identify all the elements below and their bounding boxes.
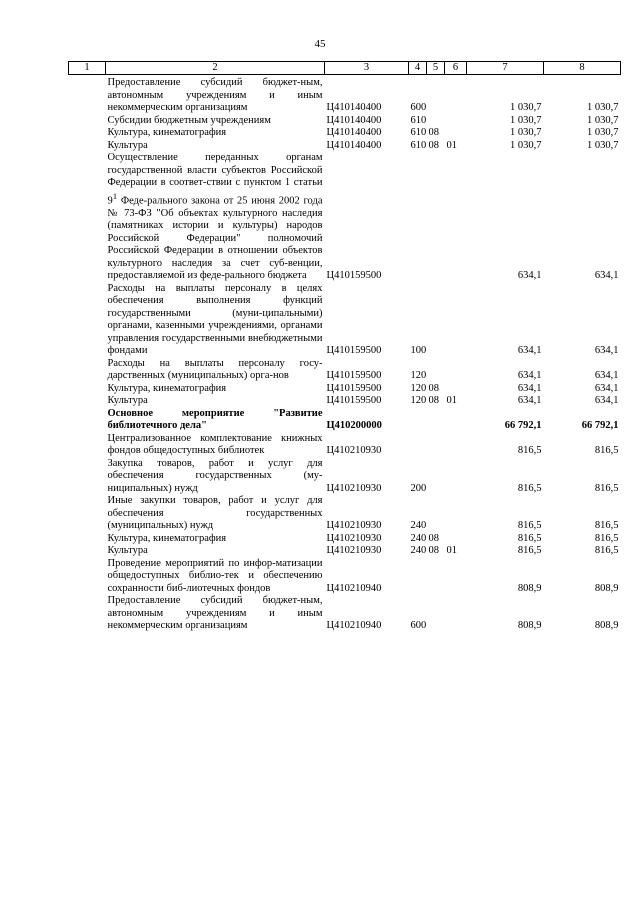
table-row — [69, 545, 621, 558]
row-name-cell: Централизованное комплектование книжных фондов общедоступных библиотек — [107, 432, 323, 456]
table-row — [69, 152, 621, 283]
row-value-8-cell: 1 030,7 — [587, 114, 619, 126]
table-row — [69, 395, 621, 408]
row-pr-cell — [445, 433, 467, 458]
row-code-cell: Ц410210930 — [326, 482, 382, 494]
row-value-8-cell: 816,5 — [594, 482, 619, 494]
row-value-7-cell: 816,5 — [517, 482, 542, 494]
row-code-cell: Ц410159500 — [326, 345, 382, 356]
row-value-8-cell: 1 030,7 — [587, 127, 619, 138]
row-name-cell: Предоставление субсидий бюджет-ным, автономным учреждениям и иным некоммерческим организациям — [107, 77, 323, 113]
table-row — [69, 558, 621, 596]
column-header: 2 — [106, 62, 325, 75]
table-row — [69, 140, 621, 153]
row-value-8-cell: 634,1 — [594, 382, 619, 394]
row-code-cell: Ц410140400 — [326, 114, 382, 126]
row-code-cell: Ц410140400 — [326, 127, 382, 138]
row-spacer-cell — [69, 408, 106, 433]
row-value-7-cell: 634,1 — [517, 382, 542, 394]
row-vr-cell — [409, 558, 427, 596]
row-rz-cell — [427, 558, 445, 596]
row-name-cell: Иные закупки товаров, работ и услуг для обеспечения государственных (муниципальных) нужд — [107, 495, 323, 531]
row-pr-cell — [445, 383, 467, 396]
row-vr-cell: 120 — [410, 382, 427, 394]
row-value-8-cell: 66 792,1 — [581, 420, 619, 431]
row-pr-cell — [445, 495, 467, 533]
row-value-7-cell: 1 030,7 — [510, 139, 542, 151]
row-name-cell: Культура, кинематография — [107, 382, 227, 394]
page-number: 45 — [314, 38, 326, 50]
table-row — [69, 595, 621, 633]
row-pr-cell — [445, 533, 467, 546]
row-pr-cell — [445, 75, 467, 115]
row-value-8-cell: 816,5 — [594, 532, 619, 544]
column-header: 8 — [544, 62, 621, 75]
row-vr-cell: 120 — [410, 370, 427, 381]
row-rz-cell — [427, 358, 445, 383]
row-value-7-cell: 1 030,7 — [510, 102, 542, 113]
row-value-8-cell: 808,9 — [594, 582, 619, 594]
table-row — [69, 458, 621, 496]
row-vr-cell — [409, 408, 427, 433]
row-spacer-cell — [69, 458, 106, 496]
row-rz-cell: 08 — [428, 545, 439, 556]
row-code-cell: Ц410140400 — [326, 139, 382, 151]
row-spacer-cell — [69, 433, 106, 458]
row-value-7-cell: 1 030,7 — [510, 127, 542, 138]
row-name-cell: Культура, кинематография — [107, 532, 227, 544]
table-row — [69, 283, 621, 358]
row-rz-cell: 08 — [428, 139, 439, 151]
row-pr-cell: 01 — [446, 139, 457, 151]
row-rz-cell — [427, 115, 445, 128]
row-code-cell: Ц410140400 — [326, 102, 382, 113]
row-rz-cell — [427, 283, 445, 358]
row-value-8-cell: 634,1 — [594, 395, 619, 406]
row-spacer-cell — [69, 495, 106, 533]
row-value-7-cell: 808,9 — [517, 620, 542, 631]
column-header: 6 — [445, 62, 467, 75]
column-header: 7 — [467, 62, 544, 75]
row-vr-cell: 240 — [410, 545, 427, 556]
row-code-cell: Ц410159500 — [326, 395, 382, 406]
row-name-cell: Проведение мероприятий по инфор-матизации общедоступных библио-тек и обеспечению сохранности биб-лиотечных фондов — [107, 557, 323, 594]
row-pr-cell — [445, 458, 467, 496]
row-value-8-cell: 634,1 — [594, 270, 619, 281]
row-code-cell: Ц410210930 — [326, 545, 382, 556]
row-value-7-cell: 808,9 — [517, 582, 542, 594]
row-spacer-cell — [69, 127, 106, 140]
row-value-7-cell: 816,5 — [517, 545, 542, 556]
row-code-cell: Ц410200000 — [326, 420, 382, 431]
row-name-cell: Осуществление переданных органам государственной власти субъектов Российской Федерации в соответ-ствии с пунктом 1 статьи $9^1$ Феде-рального закона от 25 июня 2002 года № 73-ФЗ "Об объектах культурного наследия (памятниках истории и культуры) народов Российской Федерации" полномочий Российской Федерации в отношении объектов культурного наследия за счет суб-венции, предоставляемой из феде-рального бюджета — [107, 152, 323, 281]
row-vr-cell: 600 — [410, 102, 427, 113]
row-value-8-cell: 1 030,7 — [587, 139, 619, 151]
row-rz-cell: 08 — [428, 127, 439, 138]
row-value-8-cell: 816,5 — [594, 445, 619, 456]
row-value-8-cell: 634,1 — [594, 345, 619, 356]
table-row — [69, 358, 621, 383]
row-code-cell: Ц410159500 — [326, 370, 382, 381]
budget-table — [68, 61, 621, 633]
row-code-cell: Ц410159500 — [326, 382, 382, 394]
row-value-8-cell: 634,1 — [594, 370, 619, 381]
row-spacer-cell — [69, 75, 106, 115]
row-vr-cell: 610 — [410, 139, 427, 151]
row-spacer-cell — [69, 115, 106, 128]
table-row — [69, 115, 621, 128]
row-value-8-cell: 816,5 — [594, 520, 619, 531]
row-pr-cell — [445, 558, 467, 596]
row-rz-cell — [427, 75, 445, 115]
row-name-cell: Предоставление субсидий бюджет-ным, автономным учреждениям и иным некоммерческим организациям — [107, 595, 323, 631]
row-rz-cell — [427, 495, 445, 533]
row-spacer-cell — [69, 283, 106, 358]
row-name-cell: Культура, кинематография — [107, 127, 227, 138]
row-spacer-cell — [69, 395, 106, 408]
row-code-cell: Ц410159500 — [326, 270, 382, 281]
row-name-cell: Расходы на выплаты персоналу в целях обеспечения выполнения функций государственными (муни-ципальными) органами, казенными учреждениями, органами управления государственными внебюджетными фондами — [107, 282, 323, 356]
row-pr-cell — [445, 408, 467, 433]
table-row — [69, 495, 621, 533]
row-value-7-cell: 634,1 — [517, 370, 542, 381]
row-value-7-cell: 634,1 — [517, 395, 542, 406]
row-rz-cell: 08 — [428, 395, 439, 406]
row-pr-cell — [445, 358, 467, 383]
row-value-8-cell: 808,9 — [594, 620, 619, 631]
row-code-cell: Ц410210930 — [326, 520, 382, 531]
row-code-cell: Ц410210930 — [326, 445, 382, 456]
row-rz-cell: 08 — [428, 382, 439, 394]
row-value-7-cell: 634,1 — [517, 270, 542, 281]
table-row — [69, 433, 621, 458]
row-vr-cell — [409, 433, 427, 458]
row-vr-cell: 120 — [410, 395, 427, 406]
row-vr-cell: 240 — [410, 520, 427, 531]
row-code-cell: Ц410210940 — [326, 582, 382, 594]
row-value-7-cell: 66 792,1 — [504, 420, 542, 431]
row-vr-cell: 200 — [410, 482, 427, 494]
row-pr-cell: 01 — [446, 545, 457, 556]
row-vr-cell: 100 — [410, 345, 427, 356]
table-row — [69, 75, 621, 115]
row-vr-cell: 610 — [410, 127, 427, 138]
row-name-cell: Культура — [107, 395, 148, 406]
row-name-cell: Культура — [107, 545, 148, 556]
table-row — [69, 408, 621, 433]
row-spacer-cell — [69, 383, 106, 396]
row-vr-cell: 600 — [410, 620, 427, 631]
row-pr-cell — [445, 127, 467, 140]
row-rz-cell — [427, 152, 445, 283]
column-header: 1 — [69, 62, 106, 75]
row-spacer-cell — [69, 140, 106, 153]
row-rz-cell — [427, 433, 445, 458]
row-spacer-cell — [69, 152, 106, 283]
row-value-7-cell: 816,5 — [517, 520, 542, 531]
table-row — [69, 127, 621, 140]
row-name-cell: Культура — [107, 139, 148, 151]
column-header: 5 — [427, 62, 445, 75]
row-value-7-cell: 634,1 — [517, 345, 542, 356]
row-code-cell: Ц410210940 — [326, 620, 382, 631]
row-rz-cell: 08 — [428, 532, 439, 544]
row-value-7-cell: 1 030,7 — [510, 114, 542, 126]
table-row — [69, 383, 621, 396]
column-header: 4 — [409, 62, 427, 75]
row-rz-cell — [427, 458, 445, 496]
row-pr-cell — [445, 283, 467, 358]
row-pr-cell — [445, 595, 467, 633]
row-spacer-cell — [69, 533, 106, 546]
row-value-8-cell: 1 030,7 — [587, 102, 619, 113]
row-name-cell: Расходы на выплаты персоналу госу-дарственных (муниципальных) орга-нов — [107, 357, 323, 381]
row-rz-cell — [427, 595, 445, 633]
row-vr-cell: 240 — [410, 532, 427, 544]
row-spacer-cell — [69, 558, 106, 596]
row-pr-cell: 01 — [446, 395, 457, 406]
column-header: 3 — [325, 62, 409, 75]
row-pr-cell — [445, 115, 467, 128]
row-name-cell: Закупка товаров, работ и услуг для обеспечения государственных (му-ниципальных) нужд — [107, 457, 323, 494]
row-value-8-cell: 816,5 — [594, 545, 619, 556]
row-name-cell: Субсидии бюджетным учреждениям — [107, 114, 271, 126]
row-spacer-cell — [69, 595, 106, 633]
row-pr-cell — [445, 152, 467, 283]
row-vr-cell: 610 — [410, 114, 427, 126]
row-rz-cell — [427, 408, 445, 433]
header-row — [69, 62, 621, 75]
row-spacer-cell — [69, 358, 106, 383]
row-spacer-cell — [69, 545, 106, 558]
row-code-cell: Ц410210930 — [326, 532, 382, 544]
row-value-7-cell: 816,5 — [517, 532, 542, 544]
row-vr-cell — [409, 152, 427, 283]
row-value-7-cell: 816,5 — [517, 445, 542, 456]
table-row — [69, 533, 621, 546]
row-name-cell: Основное мероприятие "Развитие библиотечного дела" — [107, 407, 323, 431]
table-body — [69, 75, 621, 633]
